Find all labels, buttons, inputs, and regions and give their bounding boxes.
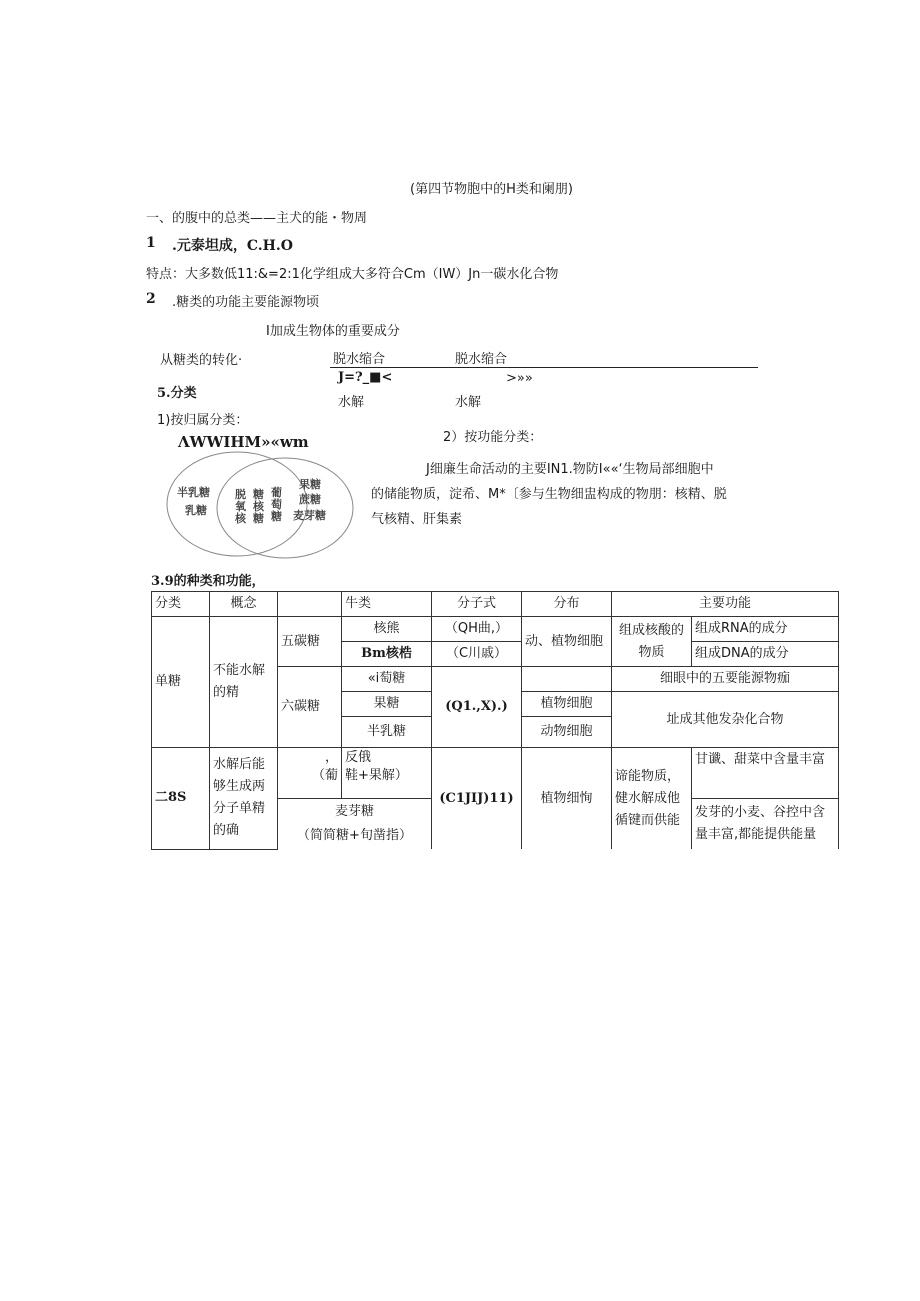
conversion-right-top: 脱水缩合 bbox=[455, 352, 508, 367]
galactose: 半乳糖 bbox=[342, 717, 432, 748]
mono-concept: 不能水解的精 bbox=[210, 617, 278, 748]
six-carbon-function: 址成其他发杂化合物 bbox=[612, 692, 839, 748]
function-para-line-3: 气核精、肝集素 bbox=[371, 512, 463, 527]
glucose-distribution-blank bbox=[522, 667, 612, 692]
five-carbon-sugar: 五碳糖 bbox=[278, 617, 342, 667]
function-para-line-1: J细廉生命活动的主要IN1.物防I««‘生物局部细胞中 bbox=[426, 462, 714, 477]
header-blank bbox=[278, 592, 342, 617]
five-carbon-distribution: 动、植物细胞 bbox=[522, 617, 612, 667]
item-2-text: .糖类的功能主要能源物顷 bbox=[172, 295, 320, 310]
six-carbon-sugar: 六碳糖 bbox=[278, 667, 342, 748]
table-row bbox=[152, 617, 839, 642]
sugar-types-table bbox=[151, 591, 839, 850]
venn-center-mid-1: 糖 bbox=[253, 488, 264, 501]
table-row bbox=[152, 748, 839, 799]
six-carbon-formula: (Q1.,X).) bbox=[432, 667, 522, 748]
venn-center-mid-3: 糖 bbox=[253, 512, 264, 525]
venn-center-mid-2: 核 bbox=[253, 500, 264, 513]
maltose: 麦芽糖 bbox=[334, 804, 374, 819]
venn-right-1: 果糖 bbox=[299, 478, 321, 491]
galactose-distribution: 动物细胞 bbox=[522, 717, 612, 748]
deoxyribose: Bm核梏 bbox=[342, 642, 432, 667]
venn-right-3: 麦芽糖 bbox=[293, 509, 326, 522]
ribose-formula: （QH曲,） bbox=[432, 617, 522, 642]
header-concept: 概念 bbox=[210, 592, 278, 617]
venn-center-far-1: 葡 bbox=[271, 486, 282, 499]
venn-center-left-1: 脱 bbox=[235, 488, 246, 501]
sucrose-function: 甘谶、甜菜中含量丰富 bbox=[692, 748, 839, 799]
item-5: 5.分类 bbox=[157, 386, 197, 401]
header-function: 主要功能 bbox=[612, 592, 839, 617]
item-2-sub: I加成生物体的重要成分 bbox=[266, 324, 400, 339]
conversion-formula-left: J=?_■< bbox=[338, 370, 393, 385]
glucose-function: 细眼中的五要能源物痂 bbox=[612, 667, 839, 692]
conversion-arrow-line bbox=[330, 367, 758, 368]
header-distribution: 分布 bbox=[522, 592, 612, 617]
page-title: (第四节物胞中的H类和阑朋) bbox=[410, 182, 573, 197]
venn-center-far-3: 糖 bbox=[271, 510, 282, 523]
header-type: 牛类 bbox=[342, 592, 432, 617]
maltose-function: 发芽的小麦、谷控中含量丰富,都能提供能量 bbox=[692, 799, 839, 850]
feature-line: 特点：大多数低11:&=2:1化学组成大多符合Cm（IW）Jn一碳水化合物 bbox=[146, 267, 559, 282]
table-header-row bbox=[152, 592, 839, 617]
sucrose-left bbox=[278, 748, 342, 799]
header-formula: 分子式 bbox=[432, 592, 522, 617]
sucrose-name: 反俄 bbox=[345, 750, 372, 765]
venn-right-2: 蔗糖 bbox=[299, 493, 321, 506]
venn-center-left-3: 核 bbox=[235, 512, 246, 525]
function-para-line-2: 的储能物质，淀希、M*〔参与生物细盅构成的物朋：核精、脱 bbox=[371, 487, 727, 502]
conversion-label: 从糖类的转化· bbox=[160, 353, 243, 368]
conversion-left-bottom: 水解 bbox=[338, 395, 365, 410]
di-category: 二8S bbox=[152, 748, 210, 850]
maltose-cell bbox=[278, 799, 432, 850]
di-distribution: 植物细恂 bbox=[522, 748, 612, 850]
venn-left-1: 半乳糖 bbox=[177, 486, 210, 499]
rna-function: 组成RNA的成分 bbox=[692, 617, 839, 642]
sucrose-part-fructose: 鞋+果解） bbox=[345, 768, 408, 783]
five-carbon-function: 组成核酸的物质 bbox=[612, 617, 692, 667]
conversion-left-top: 脱水缩合 bbox=[333, 352, 386, 367]
venn-center-left-2: 氧 bbox=[235, 500, 246, 513]
glucose: «i萄糖 bbox=[342, 667, 432, 692]
section-heading: 一、的腹中的总类——主犬的能・物周 bbox=[146, 211, 368, 226]
table-title: 3.9的种类和功能， bbox=[151, 574, 265, 589]
di-concept: 水解后能够生成两分子单精的确 bbox=[210, 748, 278, 850]
di-formula: (C1JIJ)11) bbox=[432, 748, 522, 850]
item-2-number: 2 bbox=[146, 291, 156, 307]
maltose-note: （简简糖+旬凿指） bbox=[297, 828, 412, 843]
di-function: 谛能物质，健水解成他循键而供能 bbox=[612, 748, 692, 850]
classify-by-group: 1)按归属分类： bbox=[157, 413, 249, 428]
item-1-number: 1 bbox=[146, 235, 156, 251]
dna-function: 组成DNA的成分 bbox=[692, 642, 839, 667]
fructose: 果糖 bbox=[342, 692, 432, 717]
venn-center-far-2: 萄 bbox=[271, 498, 282, 511]
conversion-right-bottom: 水解 bbox=[455, 395, 482, 410]
venn-header: ΛWWIHM»«wm bbox=[178, 433, 309, 451]
item-1-text: .元泰坦成，C.H.O bbox=[172, 238, 293, 254]
sucrose-comma: ， bbox=[324, 750, 338, 765]
conversion-formula-right: >»» bbox=[506, 371, 533, 386]
ribose: 核熊 bbox=[342, 617, 432, 642]
sucrose-part-glucose: （葡 bbox=[311, 768, 338, 783]
sucrose-right bbox=[342, 748, 432, 799]
header-category: 分类 bbox=[152, 592, 210, 617]
mono-category: 单糖 bbox=[152, 617, 210, 748]
deoxyribose-formula: （C川戚） bbox=[432, 642, 522, 667]
venn-left-2: 乳糖 bbox=[185, 504, 207, 517]
classify-by-function: 2）按功能分类： bbox=[443, 430, 543, 445]
venn-diagram bbox=[165, 450, 355, 562]
fructose-distribution: 植物细胞 bbox=[522, 692, 612, 717]
